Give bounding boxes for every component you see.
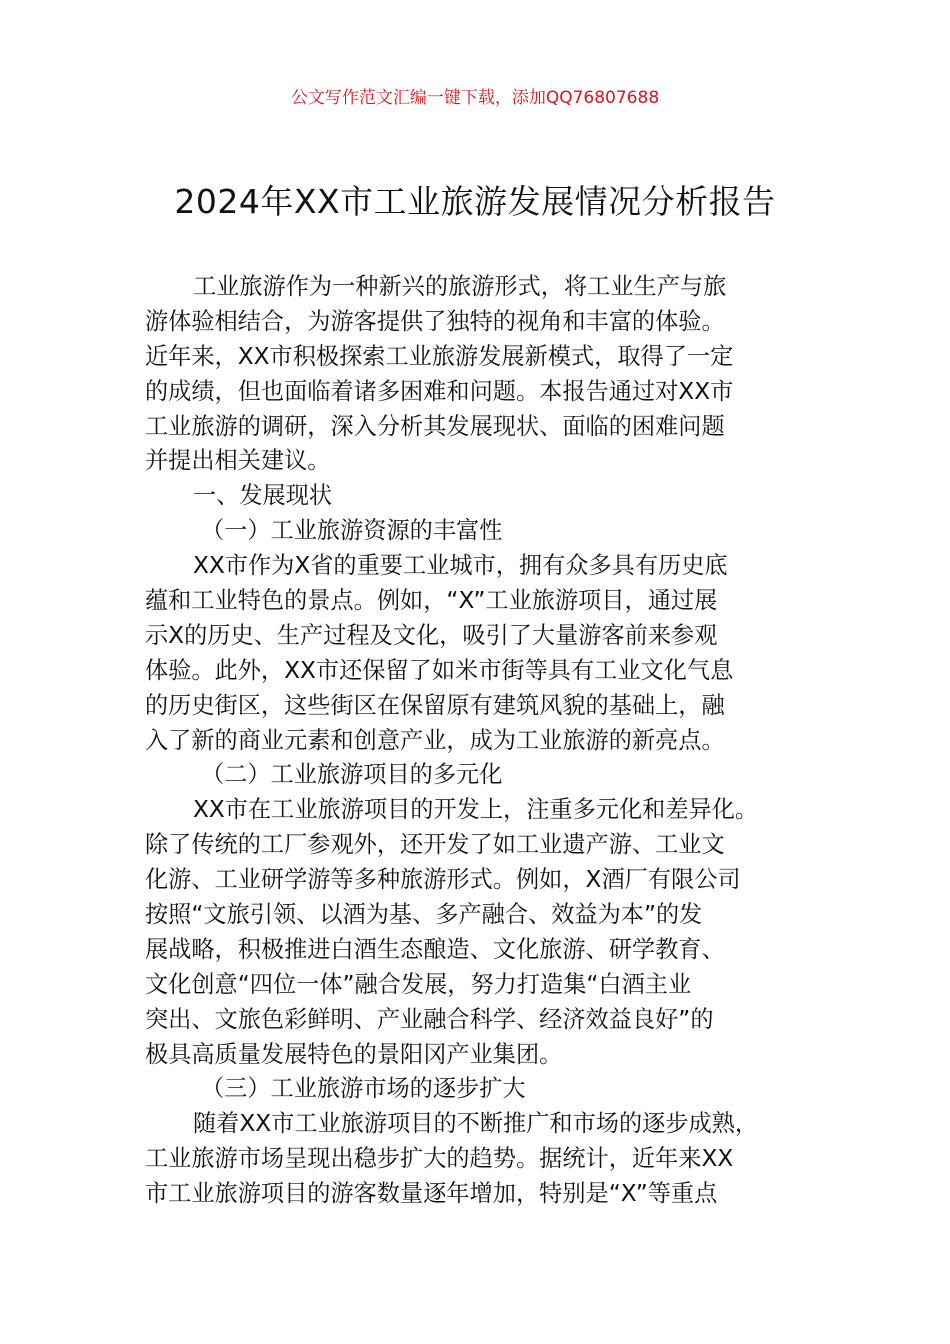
section-heading: 一、发展现状 — [193, 482, 333, 510]
paragraph-line: 展战略，积极推进白酒生态酿造、文化旅游、研学教育、 — [145, 935, 725, 963]
paragraph-line: 市工业旅游项目的游客数量逐年增加，特别是“X”等重点 — [145, 1180, 718, 1208]
section-heading: （一）工业旅游资源的丰富性 — [201, 517, 503, 545]
paragraph-line: 蕴和工业特色的景点。例如，“X”工业旅游项目，通过展 — [145, 587, 718, 615]
paragraph-line: 除了传统的工厂参观外，还开发了如工业遗产游、工业文 — [145, 831, 725, 859]
paragraph-line: 化游、工业研学游等多种旅游形式。例如，X酒厂有限公司 — [145, 866, 741, 894]
paragraph-line: XX市在工业旅游项目的开发上，注重多元化和差异化。 — [193, 796, 759, 824]
paragraph-line: 随着XX市工业旅游项目的不断推广和市场的逐步成熟， — [193, 1110, 759, 1138]
paragraph-line: 按照“文旅引领、以酒为基、多产融合、效益为本”的发 — [145, 901, 703, 929]
paragraph-line: XX市作为X省的重要工业城市，拥有众多具有历史底 — [193, 552, 728, 580]
paragraph-line: 极具高质量发展特色的景阳冈产业集团。 — [145, 1040, 563, 1068]
document-body — [145, 270, 810, 1212]
paragraph-line: 入了新的商业元素和创意产业，成为工业旅游的新亮点。 — [145, 726, 725, 754]
paragraph-line: 的历史街区，这些街区在保留原有建筑风貌的基础上，融 — [145, 691, 725, 719]
paragraph-line: 示X的历史、生产过程及文化，吸引了大量游客前来参观 — [145, 621, 718, 649]
watermark-banner: 公文写作范文汇编一键下载，添加QQ76807688 — [290, 88, 660, 108]
paragraph-line: 近年来，XX市积极探索工业旅游发展新模式，取得了一定 — [145, 342, 734, 370]
page-title: 2024年XX市工业旅游发展情况分析报告 — [174, 182, 776, 221]
paragraph-line: 并提出相关建议。 — [145, 447, 331, 475]
section-heading: （三）工业旅游市场的逐步扩大 — [201, 1075, 526, 1103]
paragraph-line: 工业旅游的调研，深入分析其发展现状、面临的困难问题 — [145, 412, 725, 440]
paragraph-line: 突出、文旅色彩鲜明、产业融合科学、经济效益良好”的 — [145, 1005, 714, 1033]
paragraph-line: 体验。此外，XX市还保留了如米市街等具有工业文化气息 — [145, 656, 734, 684]
paragraph-line: 文化创意“四位一体”融合发展，努力打造集“白酒主业 — [145, 970, 692, 998]
paragraph-line: 工业旅游作为一种新兴的旅游形式，将工业生产与旅 — [193, 273, 727, 300]
paragraph-line: 的成绩，但也面临着诸多困难和问题。本报告通过对XX市 — [145, 377, 734, 405]
section-heading: （二）工业旅游项目的多元化 — [201, 761, 503, 789]
paragraph-line: 工业旅游市场呈现出稳步扩大的趋势。据统计，近年来XX — [145, 1145, 734, 1173]
paragraph-line: 游体验相结合，为游客提供了独特的视角和丰富的体验。 — [145, 307, 725, 335]
